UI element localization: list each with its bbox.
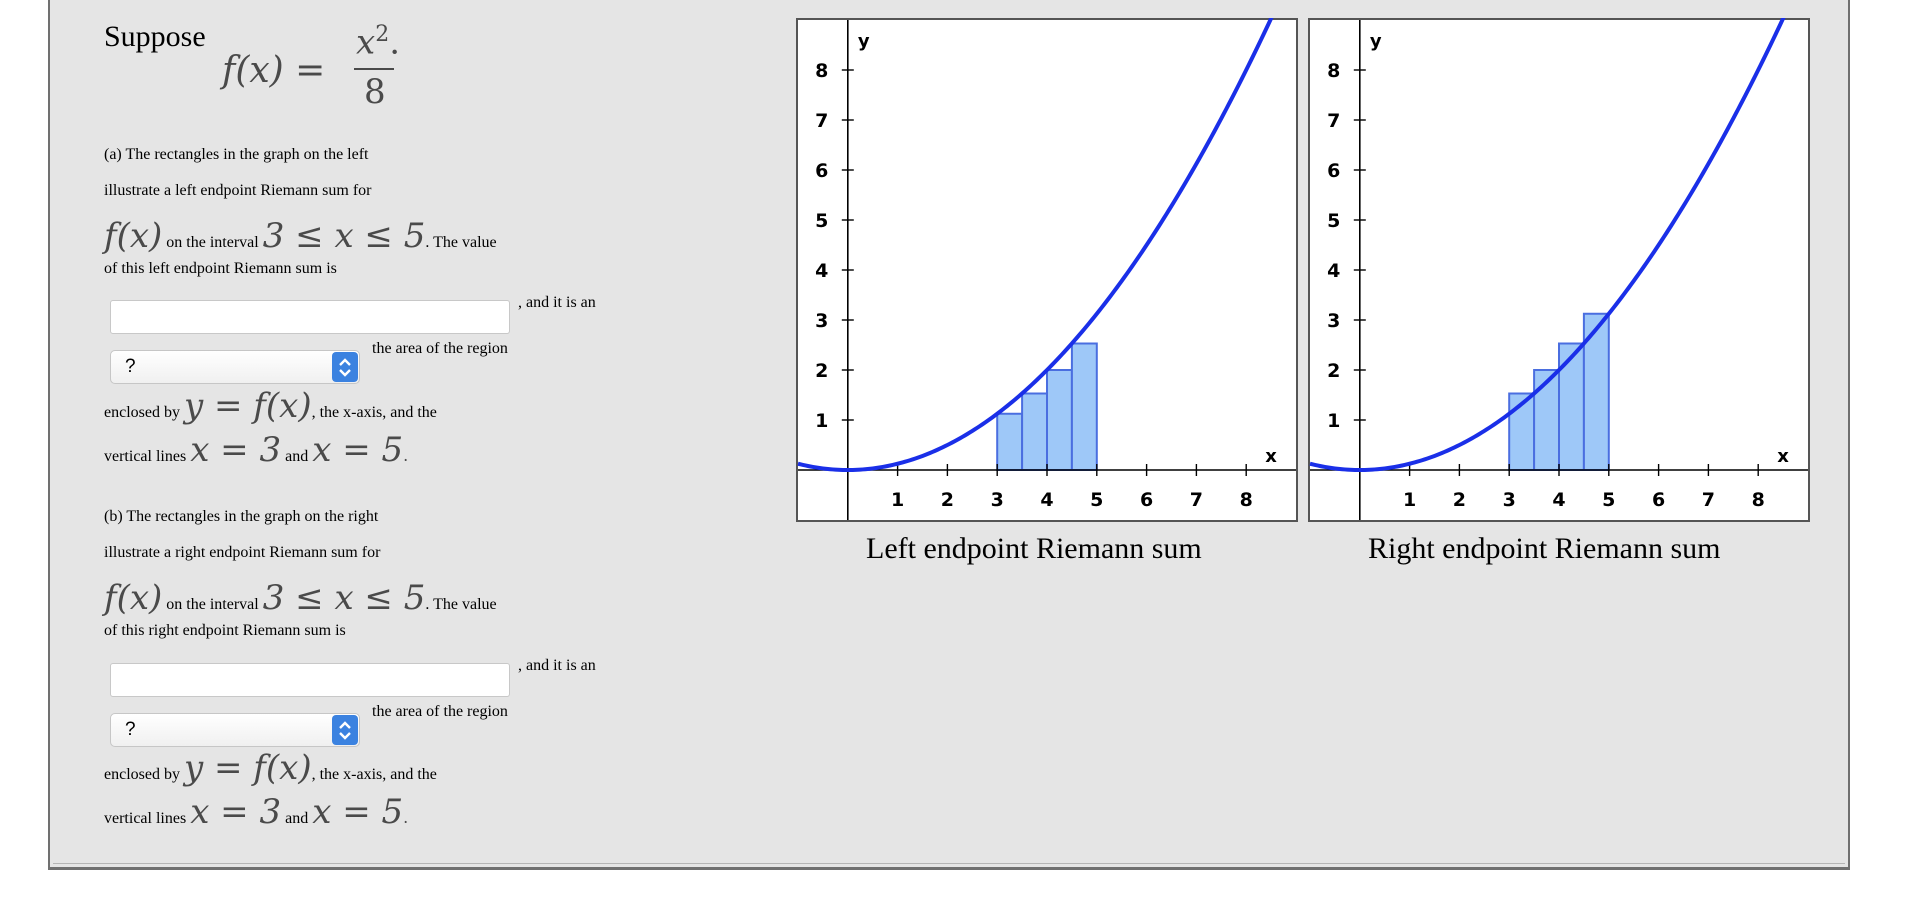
part-b-enclosed-by: enclosed by [104,766,180,783]
part-b-sum-input[interactable] [110,663,510,697]
part-a-comparison-select[interactable] [110,350,360,384]
fraction-numerator: x [356,22,376,63]
part-b-line3 [104,578,497,618]
fraction-exponent: 2 [375,22,390,47]
right-y-tick-label-7: 7 [1327,110,1341,132]
right-x-tick-label-1: 1 [1402,489,1417,511]
part-b-line4: of this right endpoint Riemann sum is [104,622,346,639]
part-b-after-select: the area of the region [372,703,508,720]
left-x-tick-label-1: 1 [890,489,905,511]
right-y-tick-label-4: 4 [1327,260,1341,282]
right-x-tick-label-6: 6 [1651,489,1666,511]
part-a-y-eq-fx: y = f(x) [183,386,312,426]
part-a-line4: of this left endpoint Riemann sum is [104,260,337,277]
part-b-x-eq-3: x = 3 [190,792,282,832]
left-y-tick-label-4: 4 [815,260,829,282]
part-a-x-eq-3: x = 3 [190,430,282,470]
intro-text: Suppose [104,20,206,53]
part-a-line1: (a) The rectangles in the graph on the left [104,146,369,163]
right-y-tick-label-1: 1 [1327,410,1341,432]
right-x-tick-label-2: 2 [1452,489,1467,511]
left-y-tick-label-2: 2 [815,360,829,382]
part-a-enclosed-line [104,386,437,426]
right-riemann-rect-2 [1534,370,1559,470]
part-b-select-value: ? [125,719,136,740]
part-b-enclosed-rest: , the x-axis, and the [311,766,437,783]
left-riemann-rect-4 [1072,344,1097,471]
part-a-select-value: ? [125,356,136,377]
part-b-vertical-line [104,792,408,832]
part-b-end: . [403,808,409,827]
left-riemann-rect-1 [997,414,1022,470]
left-y-tick-label-7: 7 [815,110,829,132]
right-graph-caption: Right endpoint Riemann sum [1368,532,1721,565]
part-b-line3-end: . The value [425,596,497,613]
fraction-bar [354,68,394,70]
right-x-tick-label-3: 3 [1502,489,1516,511]
left-y-axis-label: y [857,31,870,52]
part-a-after-select: the area of the region [372,340,508,357]
part-a-and: and [285,448,309,465]
part-a-enclosed-by: enclosed by [104,404,180,421]
left-endpoint-graph [796,18,1298,522]
left-x-tick-label-3: 3 [990,489,1004,511]
right-riemann-rect-3 [1559,344,1584,471]
right-x-tick-label-8: 8 [1751,489,1765,511]
part-b-and: and [285,810,309,827]
left-graph-caption: Left endpoint Riemann sum [866,532,1202,565]
left-x-tick-label-6: 6 [1139,489,1154,511]
part-a-after-input: , and it is an [518,294,596,311]
part-b-y-eq-fx: y = f(x) [183,748,312,788]
right-y-tick-label-6: 6 [1327,160,1341,182]
part-b-line1: (b) The rectangles in the graph on the right [104,508,379,525]
right-y-tick-label-8: 8 [1327,60,1341,82]
fraction-denominator: 8 [364,72,386,112]
left-x-tick-label-8: 8 [1239,489,1253,511]
part-b-after-input: , and it is an [518,657,596,674]
left-y-tick-label-6: 6 [815,160,829,182]
part-b-enclosed-line [104,748,437,788]
right-endpoint-graph [1308,18,1810,522]
part-b-line2: illustrate a right endpoint Riemann sum for [104,544,381,561]
chevron-updown-icon [332,352,358,382]
left-x-axis-label: x [1265,446,1277,467]
right-x-tick-label-7: 7 [1701,489,1716,511]
part-b-fx: f(x) [104,578,163,618]
part-a-vertical-line [104,430,408,470]
left-riemann-rect-3 [1047,370,1072,470]
part-a-line3-end: . The value [425,234,497,251]
part-a-line3 [104,216,497,256]
part-a-end: . [403,446,409,465]
right-y-tick-label-5: 5 [1327,210,1341,232]
right-y-tick-label-3: 3 [1327,310,1341,332]
function-lhs: f(x) = [222,50,326,91]
left-y-tick-label-1: 1 [815,410,829,432]
part-b-x-eq-5: x = 5 [312,792,404,832]
left-riemann-rect-2 [1022,394,1047,471]
part-a-fx: f(x) [104,216,163,256]
left-x-tick-label-4: 4 [1040,489,1054,511]
part-a-enclosed-rest: , the x-axis, and the [311,404,437,421]
part-a-interval-label: on the interval [166,234,259,251]
right-x-tick-label-4: 4 [1552,489,1566,511]
part-a-vertical-lines: vertical lines [104,448,187,465]
part-b-interval-label: on the interval [166,596,259,613]
part-b-vertical-lines: vertical lines [104,810,187,827]
left-x-tick-label-7: 7 [1189,489,1204,511]
right-x-axis-label: x [1777,446,1789,467]
left-y-tick-label-3: 3 [815,310,829,332]
left-x-tick-label-5: 5 [1090,489,1104,511]
right-y-axis-label: y [1369,31,1382,52]
part-b-interval: 3 ≤ x ≤ 5 [262,578,426,618]
part-b-comparison-select[interactable] [110,713,360,747]
fraction-period: . [389,22,400,63]
part-a-interval: 3 ≤ x ≤ 5 [262,216,426,256]
left-y-tick-label-5: 5 [815,210,829,232]
part-a-line2: illustrate a left endpoint Riemann sum for [104,182,372,199]
left-x-tick-label-2: 2 [940,489,955,511]
right-x-tick-label-5: 5 [1602,489,1616,511]
left-y-tick-label-8: 8 [815,60,829,82]
right-y-tick-label-2: 2 [1327,360,1341,382]
part-a-x-eq-5: x = 5 [312,430,404,470]
chevron-updown-icon [332,715,358,745]
part-a-sum-input[interactable] [110,300,510,334]
